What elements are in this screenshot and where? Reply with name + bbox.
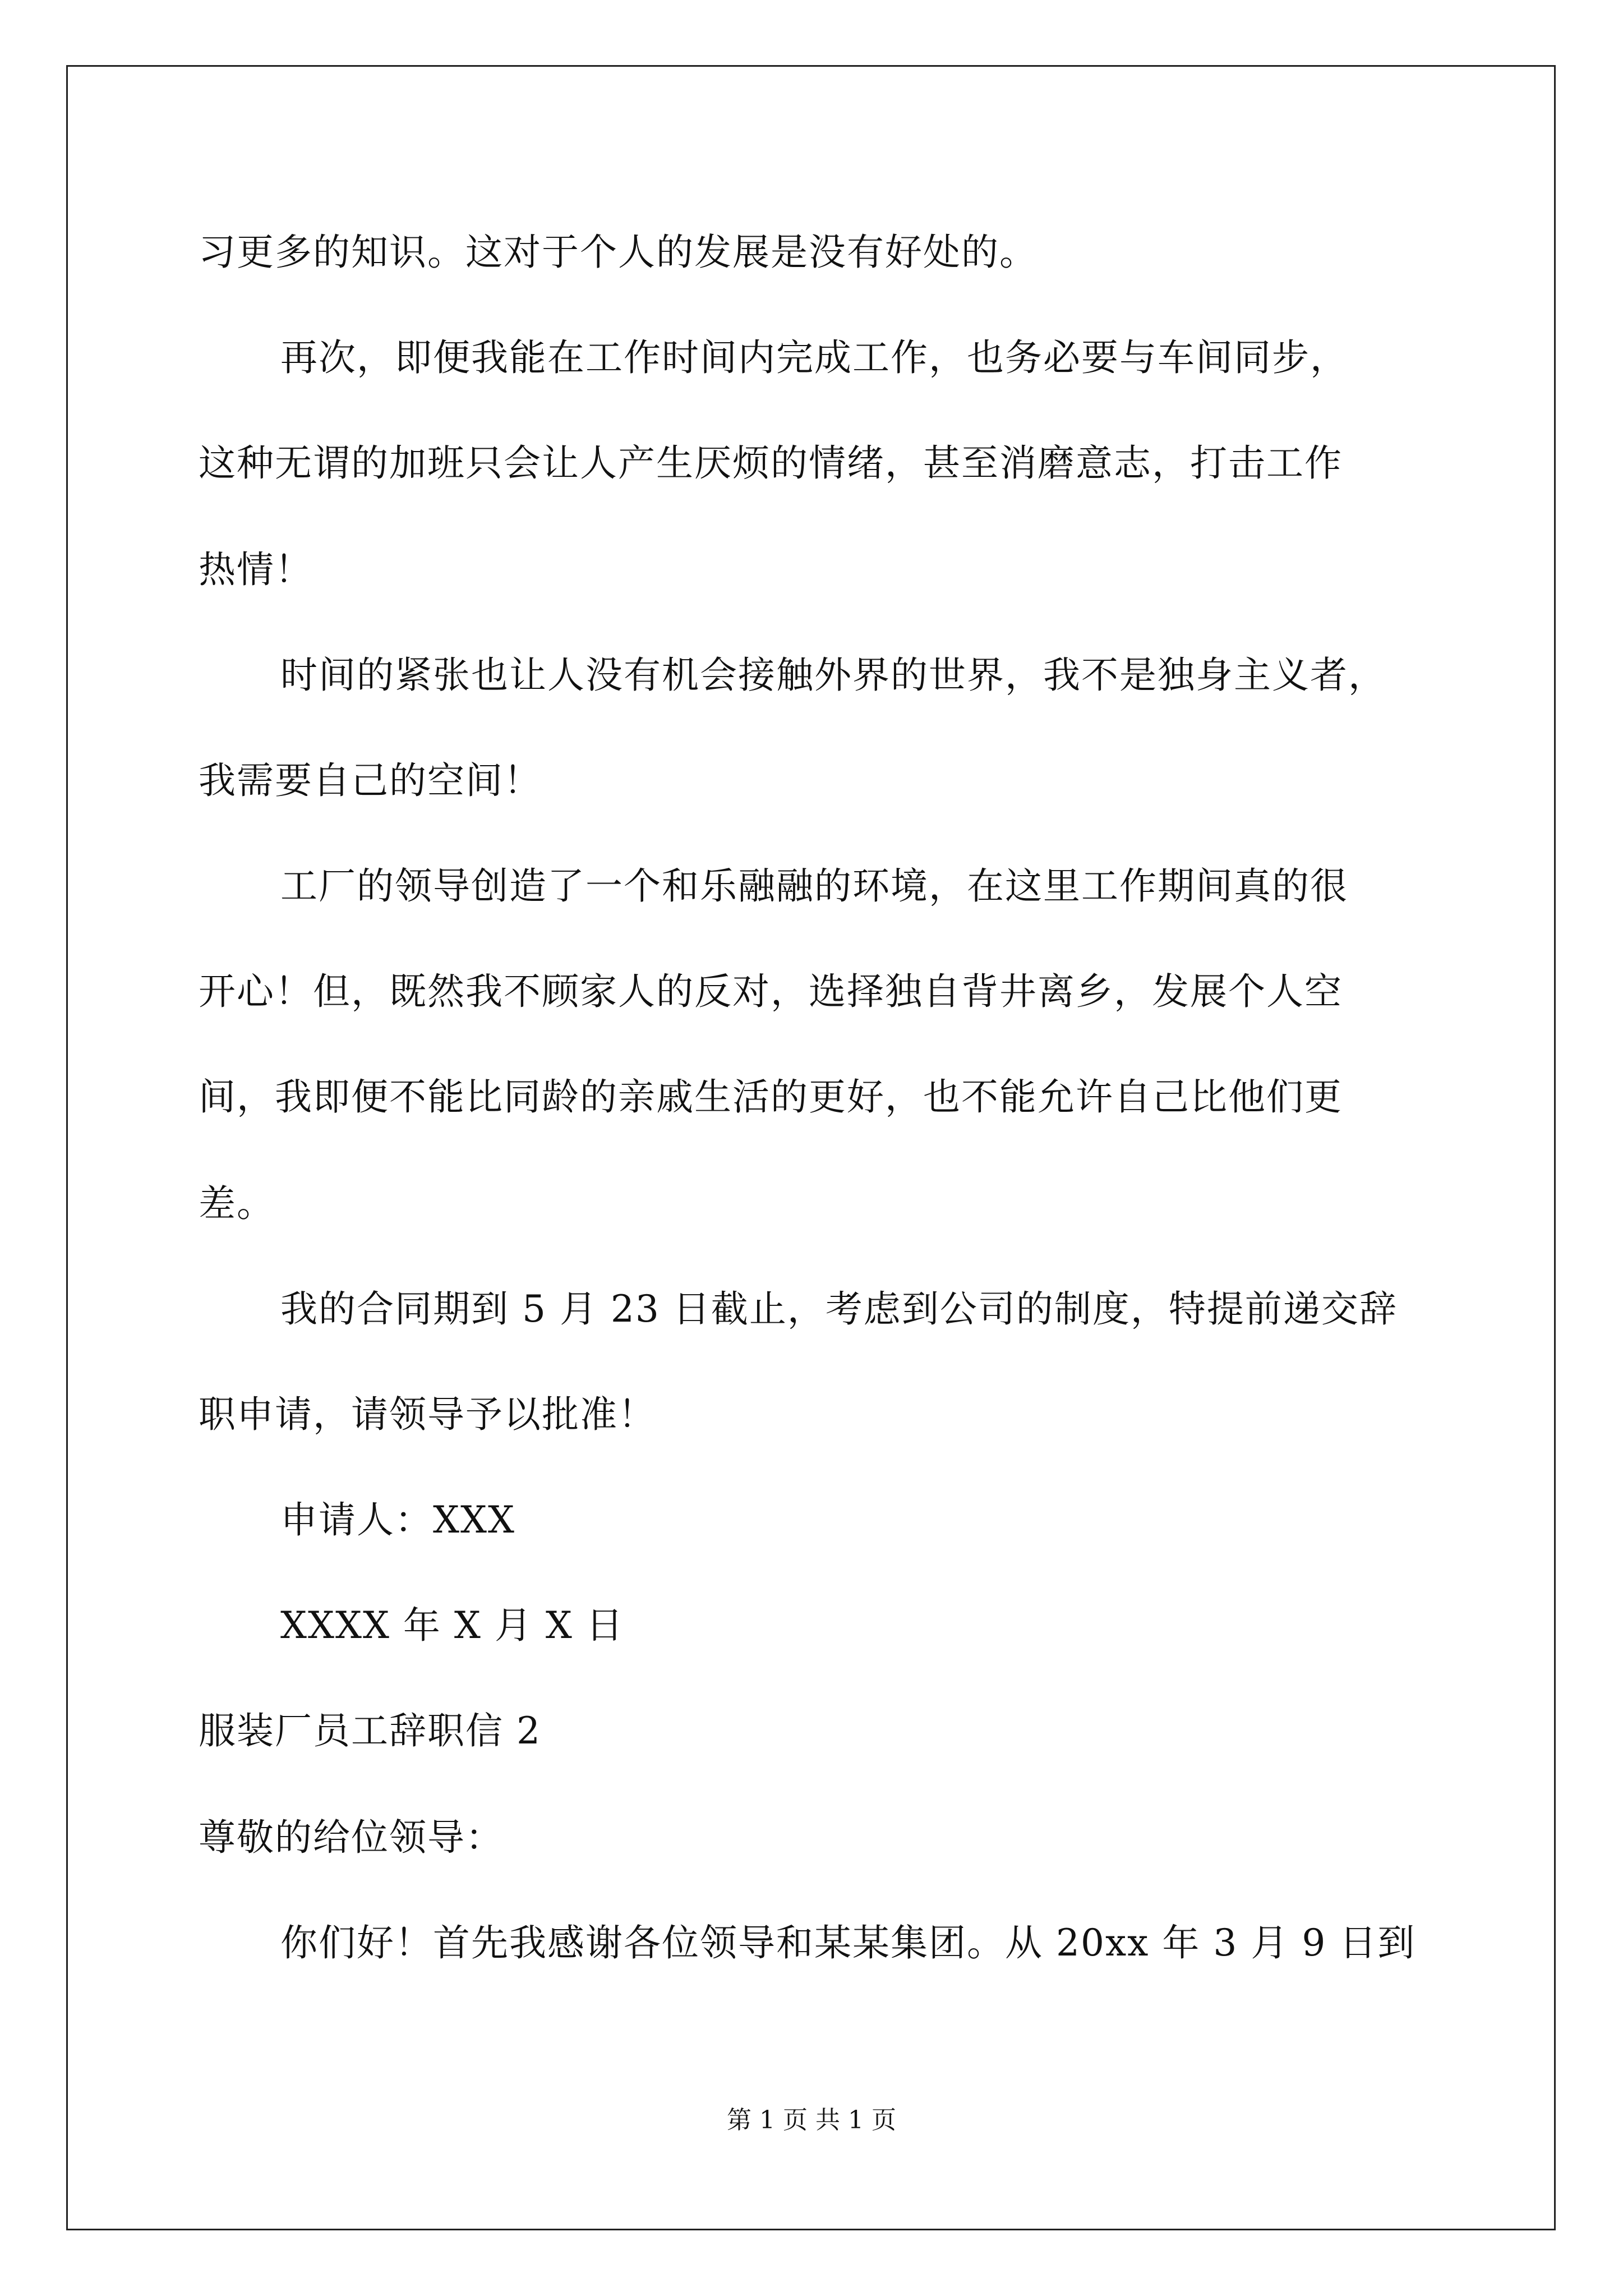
paragraph-line: 开心！但，既然我不顾家人的反对，选择独自背井离乡，发展个人空 — [199, 970, 1343, 1013]
paragraph-line: 你们好！首先我感谢各位领导和某某集团。从 20xx 年 3 月 9 日到 — [280, 1921, 1416, 1964]
paragraph-line: 习更多的知识。这对于个人的发展是没有好处的。 — [199, 231, 1038, 274]
paragraph-line: 间，我即便不能比同龄的亲戚生活的更好，也不能允许自己比他们更 — [199, 1075, 1343, 1119]
paragraph-line: 热情！ — [199, 548, 313, 591]
section-title: 服装厂员工辞职信 2 — [199, 1709, 541, 1752]
paragraph-line: 这种无谓的加班只会让人产生厌烦的情绪，甚至消磨意志，打击工作 — [199, 441, 1343, 485]
applicant-line: 申请人：XXX — [280, 1498, 515, 1542]
paragraph-line: 时间的紧张也让人没有机会接触外界的世界，我不是独身主义者， — [280, 654, 1386, 697]
page-footer: 第 1 页 共 1 页 — [727, 2106, 896, 2134]
paragraph-line: 我需要自己的空间！ — [199, 759, 542, 802]
salutation-line: 尊敬的给位领导： — [199, 1816, 504, 1859]
paragraph-line: 差。 — [199, 1182, 275, 1225]
paragraph-line: 我的合同期到 5 月 23 日截止，考虑到公司的制度，特提前递交辞 — [280, 1287, 1398, 1331]
paragraph-line: 职申请，请领导予以批准！ — [199, 1393, 656, 1436]
paragraph-line: 再次，即便我能在工作时间内完成工作，也务必要与车间同步， — [280, 336, 1348, 379]
page-border — [66, 65, 1556, 2230]
paragraph-line: 工厂的领导创造了一个和乐融融的环境，在这里工作期间真的很 — [280, 864, 1348, 908]
date-line: XXXX 年 X 月 X 日 — [280, 1604, 624, 1647]
